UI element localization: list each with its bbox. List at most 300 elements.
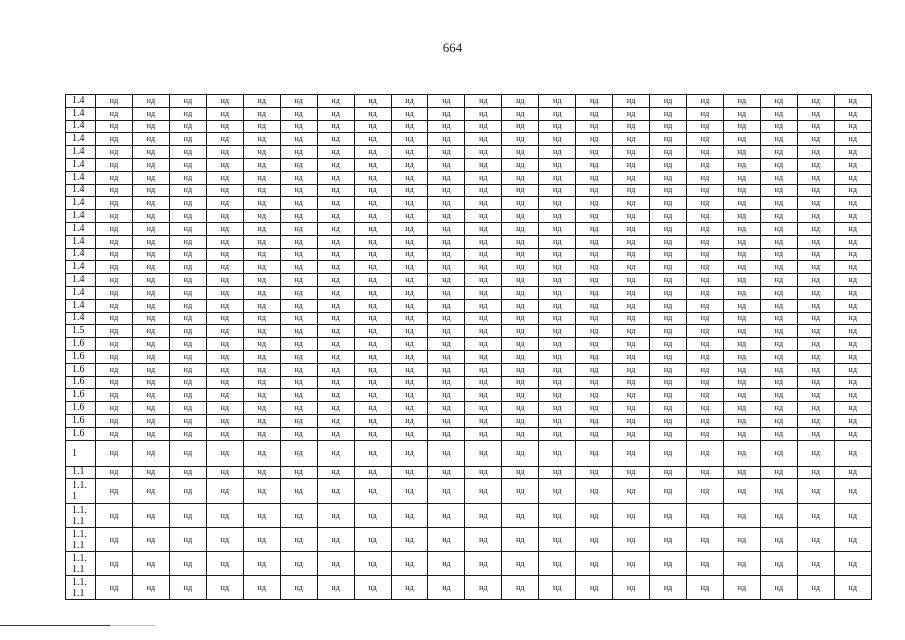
value-cell: нд: [132, 389, 169, 402]
value-cell: нд: [465, 312, 502, 325]
row-id-cell: 1.6: [66, 389, 96, 402]
value-cell: нд: [96, 210, 133, 223]
value-cell: нд: [723, 479, 760, 504]
value-cell: нд: [576, 466, 613, 479]
value-cell: нд: [354, 158, 391, 171]
value-cell: нд: [723, 466, 760, 479]
row-id-cell: 1.4: [66, 222, 96, 235]
value-cell: нд: [428, 197, 465, 210]
value-cell: нд: [576, 338, 613, 351]
value-cell: нд: [613, 466, 650, 479]
value-cell: нд: [760, 210, 797, 223]
value-cell: нд: [243, 528, 280, 552]
value-cell: нд: [539, 248, 576, 261]
value-cell: нд: [687, 440, 724, 466]
value-cell: нд: [539, 133, 576, 146]
value-cell: нд: [502, 184, 539, 197]
table-row: [66, 440, 872, 466]
value-cell: нд: [834, 504, 871, 528]
value-cell: нд: [465, 552, 502, 576]
value-cell: нд: [206, 248, 243, 261]
value-cell: нд: [96, 504, 133, 528]
row-id-cell: 1.4: [66, 274, 96, 287]
value-cell: нд: [428, 528, 465, 552]
value-cell: нд: [280, 133, 317, 146]
value-cell: нд: [317, 261, 354, 274]
row-id-cell: 1.4: [66, 210, 96, 223]
table-row: [66, 184, 872, 197]
value-cell: нд: [354, 576, 391, 600]
value-cell: нд: [502, 552, 539, 576]
value-cell: нд: [576, 235, 613, 248]
value-cell: нд: [354, 120, 391, 133]
value-cell: нд: [760, 389, 797, 402]
value-cell: нд: [760, 312, 797, 325]
value-cell: нд: [576, 133, 613, 146]
value-cell: нд: [132, 146, 169, 159]
value-cell: нд: [428, 427, 465, 440]
value-cell: нд: [834, 107, 871, 120]
value-cell: нд: [687, 222, 724, 235]
value-cell: нд: [723, 389, 760, 402]
row-id-cell: 1.6: [66, 427, 96, 440]
value-cell: нд: [465, 107, 502, 120]
value-cell: нд: [797, 184, 834, 197]
value-cell: нд: [687, 325, 724, 338]
row-id-cell: 1.4: [66, 197, 96, 210]
value-cell: нд: [317, 338, 354, 351]
value-cell: нд: [428, 120, 465, 133]
value-cell: нд: [280, 299, 317, 312]
table-row: [66, 576, 872, 600]
value-cell: нд: [391, 576, 428, 600]
value-cell: нд: [317, 414, 354, 427]
value-cell: нд: [576, 210, 613, 223]
row-id-cell: 1.1. 1.1: [66, 504, 96, 528]
value-cell: нд: [132, 286, 169, 299]
row-id-cell: 1.1. 1.1: [66, 576, 96, 600]
value-cell: нд: [465, 299, 502, 312]
value-cell: нд: [206, 274, 243, 287]
value-cell: нд: [132, 402, 169, 415]
value-cell: нд: [465, 363, 502, 376]
value-cell: нд: [797, 325, 834, 338]
value-cell: нд: [539, 261, 576, 274]
value-cell: нд: [650, 376, 687, 389]
value-cell: нд: [206, 350, 243, 363]
value-cell: нд: [132, 363, 169, 376]
value-cell: нд: [760, 376, 797, 389]
value-cell: нд: [613, 414, 650, 427]
value-cell: нд: [576, 325, 613, 338]
value-cell: нд: [834, 312, 871, 325]
value-cell: нд: [317, 133, 354, 146]
value-cell: нд: [280, 248, 317, 261]
value-cell: нд: [169, 210, 206, 223]
value-cell: нд: [834, 466, 871, 479]
value-cell: нд: [428, 222, 465, 235]
value-cell: нд: [206, 133, 243, 146]
value-cell: нд: [280, 261, 317, 274]
value-cell: нд: [465, 414, 502, 427]
value-cell: нд: [132, 414, 169, 427]
value-cell: нд: [391, 299, 428, 312]
value-cell: нд: [280, 402, 317, 415]
value-cell: нд: [96, 222, 133, 235]
value-cell: нд: [354, 325, 391, 338]
value-cell: нд: [465, 158, 502, 171]
value-cell: нд: [243, 158, 280, 171]
value-cell: нд: [96, 414, 133, 427]
value-cell: нд: [317, 171, 354, 184]
value-cell: нд: [797, 222, 834, 235]
value-cell: нд: [206, 146, 243, 159]
value-cell: нд: [723, 107, 760, 120]
value-cell: нд: [613, 210, 650, 223]
value-cell: нд: [650, 235, 687, 248]
row-id-cell: 1.5: [66, 325, 96, 338]
value-cell: нд: [576, 299, 613, 312]
value-cell: нд: [391, 363, 428, 376]
value-cell: нд: [797, 248, 834, 261]
value-cell: нд: [280, 363, 317, 376]
value-cell: нд: [834, 158, 871, 171]
value-cell: нд: [465, 402, 502, 415]
value-cell: нд: [206, 235, 243, 248]
value-cell: нд: [391, 107, 428, 120]
value-cell: нд: [465, 350, 502, 363]
value-cell: нд: [243, 107, 280, 120]
value-cell: нд: [354, 299, 391, 312]
value-cell: нд: [428, 261, 465, 274]
value-cell: нд: [354, 286, 391, 299]
row-id-cell: 1.4: [66, 158, 96, 171]
value-cell: нд: [354, 552, 391, 576]
value-cell: нд: [391, 286, 428, 299]
value-cell: нд: [317, 389, 354, 402]
value-cell: нд: [576, 158, 613, 171]
value-cell: нд: [760, 171, 797, 184]
value-cell: нд: [650, 363, 687, 376]
value-cell: нд: [169, 350, 206, 363]
value-cell: нд: [576, 146, 613, 159]
value-cell: нд: [723, 528, 760, 552]
footnote-rule-faint: [110, 625, 155, 626]
value-cell: нд: [317, 120, 354, 133]
value-cell: нд: [280, 286, 317, 299]
value-cell: нд: [206, 107, 243, 120]
value-cell: нд: [132, 171, 169, 184]
value-cell: нд: [280, 146, 317, 159]
value-cell: нд: [132, 504, 169, 528]
table-row: [66, 350, 872, 363]
value-cell: нд: [428, 133, 465, 146]
value-cell: нд: [280, 95, 317, 108]
value-cell: нд: [502, 248, 539, 261]
value-cell: нд: [613, 133, 650, 146]
value-cell: нд: [428, 286, 465, 299]
value-cell: нд: [650, 350, 687, 363]
value-cell: нд: [834, 274, 871, 287]
value-cell: нд: [650, 427, 687, 440]
value-cell: нд: [428, 414, 465, 427]
value-cell: нд: [723, 350, 760, 363]
value-cell: нд: [391, 133, 428, 146]
value-cell: нд: [834, 338, 871, 351]
row-id-cell: 1.4: [66, 171, 96, 184]
value-cell: нд: [280, 197, 317, 210]
value-cell: нд: [723, 133, 760, 146]
value-cell: нд: [206, 389, 243, 402]
value-cell: нд: [687, 274, 724, 287]
value-cell: нд: [613, 299, 650, 312]
value-cell: нд: [760, 466, 797, 479]
value-cell: нд: [465, 325, 502, 338]
value-cell: нд: [428, 350, 465, 363]
value-cell: нд: [687, 210, 724, 223]
value-cell: нд: [723, 427, 760, 440]
value-cell: нд: [797, 286, 834, 299]
value-cell: нд: [613, 107, 650, 120]
value-cell: нд: [317, 376, 354, 389]
value-cell: нд: [576, 120, 613, 133]
row-id-cell: 1.6: [66, 338, 96, 351]
value-cell: нд: [760, 552, 797, 576]
value-cell: нд: [280, 158, 317, 171]
value-cell: нд: [391, 325, 428, 338]
value-cell: нд: [169, 171, 206, 184]
value-cell: нд: [539, 146, 576, 159]
value-cell: нд: [243, 235, 280, 248]
value-cell: нд: [354, 427, 391, 440]
value-cell: нд: [206, 414, 243, 427]
value-cell: нд: [465, 504, 502, 528]
value-cell: нд: [723, 197, 760, 210]
table-row: [66, 95, 872, 108]
value-cell: нд: [354, 107, 391, 120]
value-cell: нд: [687, 248, 724, 261]
value-cell: нд: [243, 363, 280, 376]
value-cell: нд: [650, 171, 687, 184]
value-cell: нд: [132, 197, 169, 210]
value-cell: нд: [169, 376, 206, 389]
value-cell: нд: [428, 325, 465, 338]
value-cell: нд: [502, 312, 539, 325]
value-cell: нд: [132, 427, 169, 440]
value-cell: нд: [834, 261, 871, 274]
value-cell: нд: [576, 363, 613, 376]
value-cell: нд: [760, 479, 797, 504]
value-cell: нд: [539, 338, 576, 351]
value-cell: нд: [465, 479, 502, 504]
value-cell: нд: [96, 107, 133, 120]
value-cell: нд: [723, 402, 760, 415]
row-id-cell: 1.4: [66, 107, 96, 120]
value-cell: нд: [428, 389, 465, 402]
value-cell: нд: [539, 184, 576, 197]
value-cell: нд: [280, 235, 317, 248]
value-cell: нд: [317, 325, 354, 338]
table-row: [66, 107, 872, 120]
value-cell: нд: [797, 552, 834, 576]
value-cell: нд: [243, 286, 280, 299]
value-cell: нд: [502, 338, 539, 351]
value-cell: нд: [96, 376, 133, 389]
value-cell: нд: [317, 248, 354, 261]
value-cell: нд: [391, 261, 428, 274]
row-id-cell: 1.1. 1.1: [66, 552, 96, 576]
value-cell: нд: [687, 286, 724, 299]
value-cell: нд: [687, 158, 724, 171]
value-cell: нд: [760, 274, 797, 287]
value-cell: нд: [613, 440, 650, 466]
value-cell: нд: [539, 376, 576, 389]
value-cell: нд: [539, 350, 576, 363]
value-cell: нд: [687, 389, 724, 402]
value-cell: нд: [132, 338, 169, 351]
value-cell: нд: [317, 299, 354, 312]
value-cell: нд: [169, 197, 206, 210]
value-cell: нд: [760, 528, 797, 552]
value-cell: нд: [169, 299, 206, 312]
value-cell: нд: [687, 120, 724, 133]
value-cell: нд: [96, 552, 133, 576]
value-cell: нд: [391, 274, 428, 287]
value-cell: нд: [650, 210, 687, 223]
value-cell: нд: [354, 95, 391, 108]
row-id-cell: 1.4: [66, 235, 96, 248]
value-cell: нд: [391, 350, 428, 363]
value-cell: нд: [354, 528, 391, 552]
value-cell: нд: [723, 274, 760, 287]
value-cell: нд: [613, 427, 650, 440]
value-cell: нд: [428, 146, 465, 159]
value-cell: нд: [96, 197, 133, 210]
value-cell: нд: [797, 466, 834, 479]
value-cell: нд: [502, 479, 539, 504]
row-id-cell: 1.6: [66, 350, 96, 363]
value-cell: нд: [280, 350, 317, 363]
value-cell: нд: [797, 171, 834, 184]
value-cell: нд: [465, 389, 502, 402]
value-cell: нд: [502, 120, 539, 133]
value-cell: нд: [391, 479, 428, 504]
row-id-cell: 1.1: [66, 466, 96, 479]
value-cell: нд: [206, 576, 243, 600]
value-cell: нд: [613, 528, 650, 552]
value-cell: нд: [576, 171, 613, 184]
value-cell: нд: [169, 274, 206, 287]
value-cell: нд: [132, 552, 169, 576]
value-cell: нд: [317, 158, 354, 171]
row-id-cell: 1.6: [66, 363, 96, 376]
table-row: [66, 363, 872, 376]
value-cell: нд: [502, 414, 539, 427]
row-id-cell: 1.4: [66, 133, 96, 146]
value-cell: нд: [797, 299, 834, 312]
value-cell: нд: [687, 184, 724, 197]
value-cell: нд: [797, 261, 834, 274]
value-cell: нд: [317, 466, 354, 479]
value-cell: нд: [169, 479, 206, 504]
value-cell: нд: [169, 528, 206, 552]
value-cell: нд: [96, 427, 133, 440]
table-row: [66, 389, 872, 402]
value-cell: нд: [650, 248, 687, 261]
value-cell: нд: [132, 107, 169, 120]
value-cell: нд: [539, 222, 576, 235]
value-cell: нд: [797, 504, 834, 528]
value-cell: нд: [539, 312, 576, 325]
value-cell: нд: [169, 414, 206, 427]
value-cell: нд: [96, 261, 133, 274]
value-cell: нд: [243, 466, 280, 479]
value-cell: нд: [206, 363, 243, 376]
value-cell: нд: [465, 528, 502, 552]
value-cell: нд: [354, 146, 391, 159]
value-cell: нд: [243, 274, 280, 287]
value-cell: нд: [687, 466, 724, 479]
value-cell: нд: [760, 95, 797, 108]
value-cell: нд: [465, 440, 502, 466]
value-cell: нд: [502, 389, 539, 402]
table-row: [66, 274, 872, 287]
value-cell: нд: [502, 504, 539, 528]
value-cell: нд: [243, 504, 280, 528]
value-cell: нд: [96, 146, 133, 159]
value-cell: нд: [465, 95, 502, 108]
value-cell: нд: [96, 184, 133, 197]
value-cell: нд: [576, 376, 613, 389]
value-cell: нд: [317, 479, 354, 504]
value-cell: нд: [132, 248, 169, 261]
value-cell: нд: [502, 133, 539, 146]
value-cell: нд: [687, 479, 724, 504]
value-cell: нд: [687, 350, 724, 363]
value-cell: нд: [428, 338, 465, 351]
value-cell: нд: [576, 286, 613, 299]
value-cell: нд: [650, 286, 687, 299]
value-cell: нд: [132, 261, 169, 274]
value-cell: нд: [280, 120, 317, 133]
value-cell: нд: [428, 210, 465, 223]
value-cell: нд: [354, 376, 391, 389]
value-cell: нд: [834, 479, 871, 504]
value-cell: нд: [280, 107, 317, 120]
value-cell: нд: [132, 120, 169, 133]
value-cell: нд: [613, 479, 650, 504]
value-cell: нд: [650, 299, 687, 312]
value-cell: нд: [760, 146, 797, 159]
value-cell: нд: [650, 107, 687, 120]
value-cell: нд: [391, 95, 428, 108]
value-cell: нд: [206, 184, 243, 197]
value-cell: нд: [723, 235, 760, 248]
value-cell: нд: [539, 235, 576, 248]
value-cell: нд: [243, 120, 280, 133]
value-cell: нд: [317, 222, 354, 235]
value-cell: нд: [169, 248, 206, 261]
value-cell: нд: [723, 171, 760, 184]
value-cell: нд: [243, 440, 280, 466]
value-cell: нд: [96, 120, 133, 133]
value-cell: нд: [797, 528, 834, 552]
value-cell: нд: [280, 504, 317, 528]
value-cell: нд: [760, 222, 797, 235]
value-cell: нд: [723, 120, 760, 133]
value-cell: нд: [797, 576, 834, 600]
value-cell: нд: [723, 576, 760, 600]
